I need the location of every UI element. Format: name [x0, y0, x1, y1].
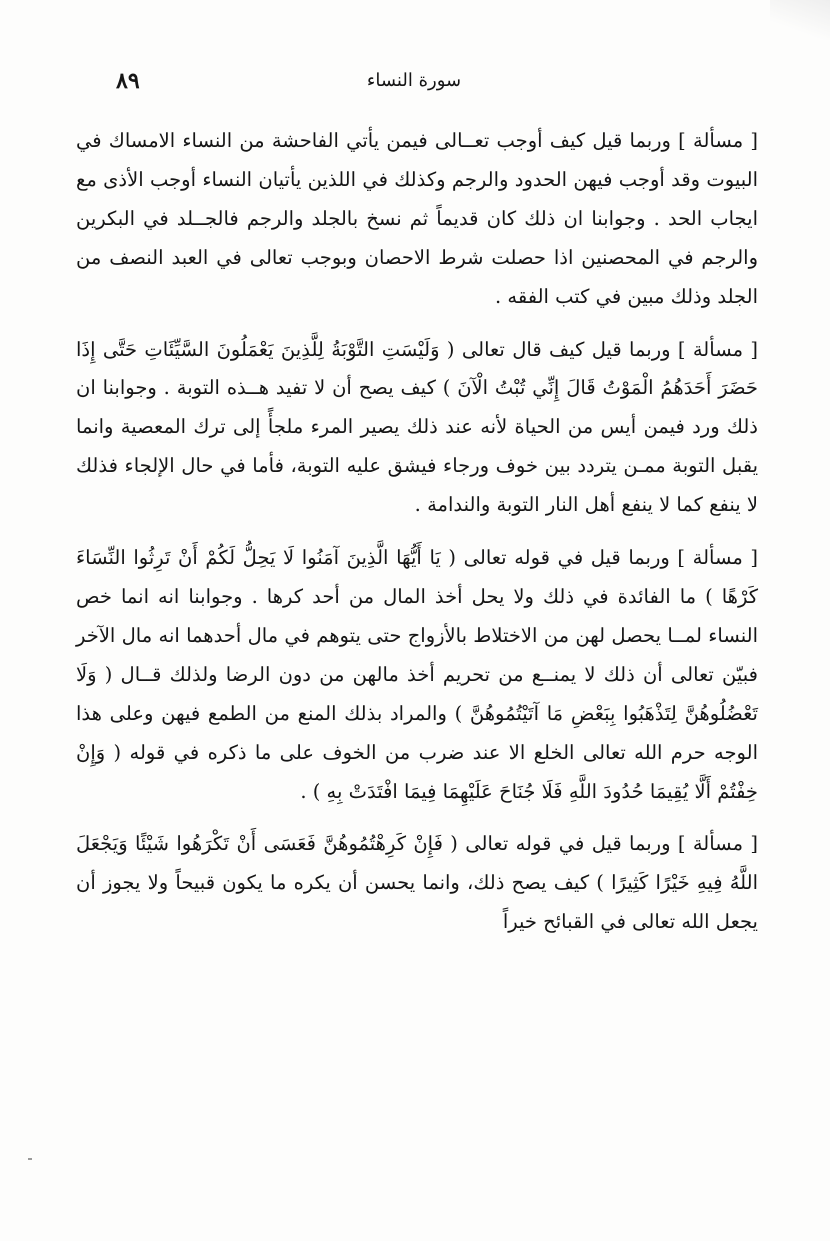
scan-speck: [28, 1158, 32, 1160]
paragraph-masala-3: [ مسألة ] وربما قيل في قوله تعالى ( يَا أَيُّهَا الَّذِينَ آمَنُوا لَا يَحِلُّ لَكُمْ أَنْ تَرِثُوا النِّسَاءَ كَرْهًا ) ما الفائدة في ذلك ولا يحل أخذ المال من أحد كرها . وجوابنا انه انما خص النساء لمــا يحصل لهن من الاختلاط بالأزواج حتى يتوهم في مال أحدهما انه مال الآخر فبيّن تعالى أن ذلك لا يمنــع من تحريم أخذ مالهن من دون الرضا ولذلك قــال ( وَلَا تَعْضُلُوهُنَّ لِتَذْهَبُوا بِبَعْضِ مَا آتَيْتُمُوهُنَّ ) والمراد بذلك المنع من الطمع فيهن وعلى هذا الوجه حرم الله تعالى الخلع الا عند ضرب من الخوف على ما ذكره في قوله ( وَإِنْ خِفْتُمْ أَلَّا يُقِيمَا حُدُودَ اللَّهِ فَلَا جُنَاحَ عَلَيْهِمَا فِيمَا افْتَدَتْ بِهِ ) .: [76, 546, 758, 803]
paragraph-masala-2: [ مسألة ] وربما قيل كيف قال تعالى ( وَلَيْسَتِ التَّوْبَةُ لِلَّذِينَ يَعْمَلُونَ السَّيِّئَاتِ حَتَّى إِذَا حَضَرَ أَحَدَهُمُ الْمَوْتُ قَالَ إِنِّي تُبْتُ الْآنَ ) كيف يصح أن لا تفيد هــذه التوبة . وجوابنا ان ذلك ورد فيمن أيس من الحياة لأنه عند ذلك يصير المرء ملجأً إلى ترك المعصية وانما يقبل التوبة ممـن يتردد بين خوف ورجاء فيشق عليه التوبة، فأما في حال الإلجاء فذلك لا ينفع كما لا ينفع أهل النار التوبة والندامة .: [76, 337, 758, 517]
paragraph-masala-1: [ مسألة ] وربما قيل كيف أوجب تعــالى فيمن يأتي الفاحشة من النساء الامساك في البيوت وقد أوجب فيهن الحدود والرجم وكذلك في اللذين يأتيان النساء أوجب الأذى مع ايجاب الحد . وجوابنا ان ذلك كان قديماً ثم نسخ بالجلد والرجم فالجــلد في البكرين والرجم في المحصنين اذا حصلت شرط الاحصان وبوجب تعالى في العبد النصف من الجلد وذلك مبين في كتب الفقه .: [76, 129, 758, 308]
paragraph-masala-4: [ مسألة ] وربما قيل في قوله تعالى ( فَإِنْ كَرِهْتُمُوهُنَّ فَعَسَى أَنْ تَكْرَهُوا شَيْئًا وَيَجْعَلَ اللَّهُ فِيهِ خَيْرًا كَثِيرًا ) كيف يصح ذلك، وانما يحسن أن يكره ما يكون قبيحاً ولا يجوز أن يجعل الله تعالى في القبائح خيراً: [76, 832, 758, 934]
scan-shadow: [770, 0, 830, 40]
page-body: [76, 122, 758, 942]
page-header: [90, 68, 738, 98]
running-title: سورة النساء: [366, 70, 462, 91]
page-number: ٨٩: [116, 68, 140, 94]
